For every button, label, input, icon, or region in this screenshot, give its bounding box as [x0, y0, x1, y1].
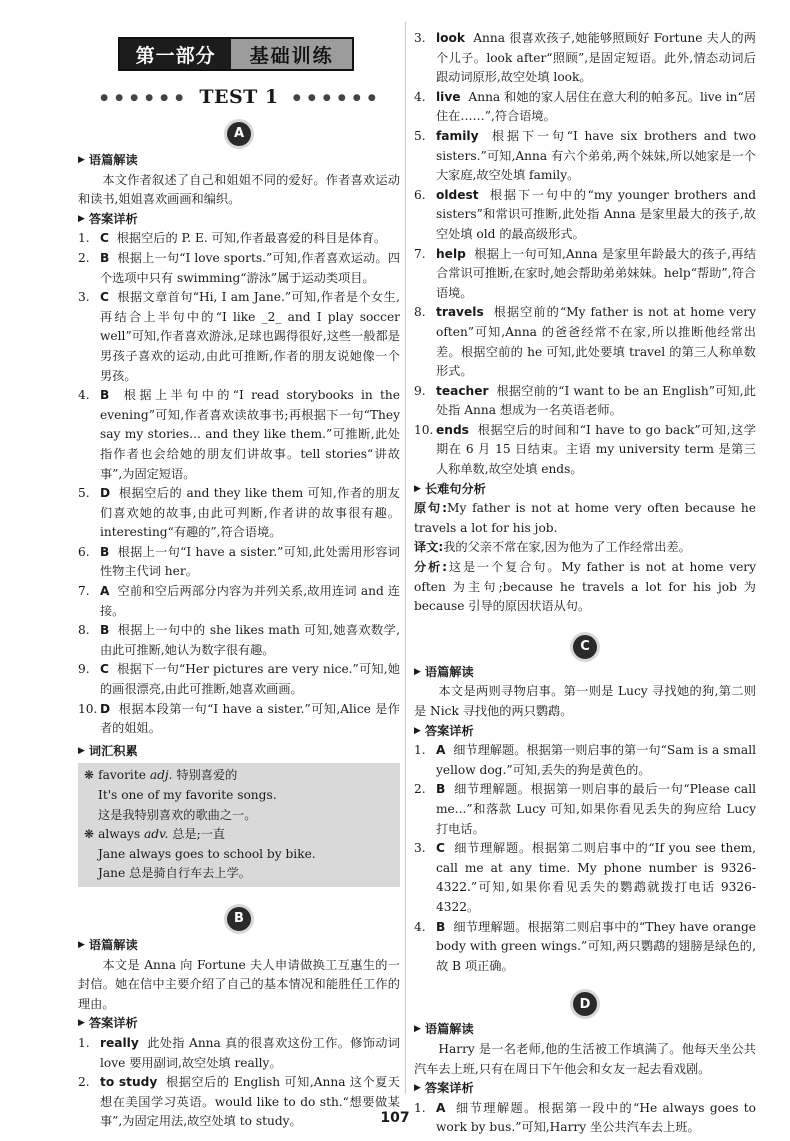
- answer-key: A: [436, 743, 446, 758]
- answer-key: B: [100, 623, 110, 638]
- answer-text: B 细节理解题。根据第二则启事中的“They have orange body with green wings.”可知,两只鹦鹉的翅膀是绿色的,故 B 项正确。: [436, 919, 756, 973]
- answer-key: teacher: [436, 383, 489, 398]
- section-c-reading-header: ▶ 语篇解读: [414, 663, 756, 683]
- triangle-bullet-icon: ▶: [78, 745, 85, 756]
- answer-key: B: [100, 250, 110, 265]
- answer-key: family: [436, 128, 479, 143]
- answer-key: B: [436, 782, 446, 797]
- answer-text: oldest 根据下一句中的“my younger brothers and sisters”和常识可推断,此处指 Anna 是家里最大的孩子,故空处填 old 的最高级形式。: [436, 187, 756, 241]
- section-d-badge: D: [573, 992, 597, 1016]
- answer-number: 4.: [78, 388, 90, 403]
- decorative-dots-icon: ● ● ● ● ● ●: [292, 93, 378, 103]
- answer-number: 7.: [78, 584, 90, 599]
- answer-number: 10.: [414, 422, 434, 437]
- answer-item: [414, 741, 756, 780]
- sentence-original: 原句:My father is not at home very often because he travels a lot for his job.: [414, 501, 756, 535]
- answer-number: 4.: [414, 919, 426, 934]
- triangle-bullet-icon: ▶: [414, 483, 421, 494]
- answer-item: [78, 484, 400, 543]
- section-b-sentence-header: ▶ 长难句分析: [414, 480, 756, 500]
- answer-text: C 根据空后的 P. E. 可知,作者最喜爱的科目是体育。: [100, 231, 387, 246]
- answer-number: 5.: [414, 128, 426, 143]
- answer-item: [414, 186, 756, 245]
- answer-item: [78, 660, 400, 699]
- answer-text: teacher 根据空前的“I want to be an English”可知,此处指 Anna 想成为一名英语老师。: [436, 383, 756, 418]
- answer-number: 3.: [78, 290, 90, 305]
- answer-number: 9.: [78, 662, 90, 677]
- answer-number: 6.: [414, 187, 426, 202]
- answer-item: [414, 780, 756, 839]
- section-a-reading: 本文作者叙述了自己和姐姐不同的爱好。作者喜欢运动和读书,姐姐喜欢画画和编织。: [78, 172, 400, 207]
- answer-number: 5.: [78, 486, 90, 501]
- answer-text: ends 根据空后的时间和“I have to go back”可知,这学期在 6 月 15 日结束。主语 my university term 是第三人称单数,故空处填 ends。: [436, 422, 756, 477]
- answer-key: C: [100, 231, 109, 246]
- section-d-answers-header: ▶ 答案详析: [414, 1079, 756, 1099]
- section-c-reading: 本文是两则寻物启事。第一则是 Lucy 寻找她的狗,第二则是 Nick 寻找他的两只鹦鹉。: [414, 684, 756, 718]
- sentence-analysis: 分析:这是一个复合句。My father is not at home very often 为主句;because he travels a lot for his job 为 because 引导的原因状语从句。: [414, 560, 757, 614]
- section-d-reading-header: ▶ 语篇解读: [414, 1020, 756, 1040]
- answer-text: family 根据下一句“I have six brothers and two sisters.”可知,Anna 有六个弟弟,两个妹妹,所以她家是一个大家庭,故空处填 family。: [436, 128, 756, 183]
- triangle-bullet-icon: ▶: [78, 939, 85, 950]
- answer-text: C 根据文章首句“Hi, I am Jane.”可知,作者是个女生,再结合上半句中的“I like _2_ and I play soccer well”可知,作者喜欢游泳,足球也踢得很好,这些一般都是男孩子喜欢的运动,由此可推断,作者的朋友说她像一个男孩。: [100, 290, 400, 383]
- left-column: [78, 0, 400, 1132]
- vocab-meaning: 特别喜爱的: [172, 768, 238, 783]
- answer-text: D 根据本段第一句“I have a sister.”可知,Alice 是作者的姐姐。: [100, 701, 400, 736]
- triangle-bullet-icon: ▶: [414, 725, 421, 736]
- answer-item: [78, 1034, 400, 1073]
- decorative-dots-icon: ● ● ● ● ● ●: [100, 93, 186, 103]
- answer-key: ends: [436, 422, 469, 437]
- vocab-pos: adv.: [143, 827, 169, 842]
- answer-key: D: [100, 486, 111, 501]
- answer-number: 4.: [414, 89, 426, 104]
- answer-text: really 此处指 Anna 真的很喜欢这份工作。修饰动词 love 要用副词,故空处填 really。: [100, 1035, 400, 1070]
- banner-title: 基础训练: [231, 39, 352, 69]
- answer-item: [78, 543, 400, 582]
- answer-item: [78, 288, 400, 386]
- vocab-star-icon: ❋: [84, 827, 99, 842]
- answer-key: look: [436, 31, 466, 45]
- answer-item: [78, 621, 400, 660]
- answer-text: help 根据上一句可知,Anna 是家里年龄最大的孩子,再结合常识可推断,在家时,她会帮助弟弟妹妹。help“帮助”,符合语境。: [436, 246, 756, 300]
- answer-text: live Anna 和她的家人居住在意大利的帕多瓦。live in“居住在……”,符合语境。: [436, 89, 756, 124]
- triangle-bullet-icon: ▶: [414, 1083, 421, 1094]
- vocab-word: always: [98, 827, 144, 842]
- answer-key: C: [100, 662, 109, 677]
- answer-key: B: [100, 544, 110, 559]
- banner-part-label: 第一部分: [120, 39, 231, 69]
- answer-key: D: [100, 701, 111, 716]
- answer-item: [414, 29, 756, 88]
- answer-text: B 根据上一句“I have a sister.”可知,此处需用形容词性物主代词 her。: [100, 544, 400, 579]
- vocab-box: [78, 763, 400, 887]
- answer-key: C: [436, 841, 445, 856]
- answer-text: look Anna 很喜欢孩子,她能够照顾好 Fortune 夫人的两个儿子。look after“照顾”,是固定短语。此外,情态动词后跟动词原形,故空处填 look。: [436, 31, 756, 85]
- answer-text: A 空前和空后两部分内容为并列关系,故用连词 and 连接。: [100, 584, 400, 618]
- answer-key: B: [436, 919, 446, 934]
- answer-key: help: [436, 246, 466, 261]
- answer-number: 1.: [414, 743, 426, 758]
- section-b-reading: 本文是 Anna 向 Fortune 夫人申请做换工互惠生的一封信。她在信中主要介绍了自己的基本情况和能胜任工作的理由。: [78, 957, 400, 1011]
- answer-item: [414, 88, 756, 127]
- triangle-bullet-icon: ▶: [78, 1018, 85, 1029]
- vocab-translation: Jane 总是骑自行车去上学。: [98, 866, 251, 881]
- answer-text: B 根据上一句中的 she likes math 可知,她喜欢数学,由此可推断,她认为数字很有趣。: [100, 623, 400, 657]
- page-number: 107: [380, 1110, 410, 1126]
- answer-key: travels: [436, 305, 484, 320]
- section-a-reading-header: ▶ 语篇解读: [78, 151, 400, 171]
- answer-item: [78, 386, 400, 484]
- answer-number: 6.: [78, 544, 90, 559]
- answer-number: 8.: [414, 305, 426, 320]
- answer-item: [414, 421, 756, 480]
- answer-number: 3.: [414, 31, 426, 45]
- answer-number: 10.: [78, 701, 98, 716]
- vocab-entry: [84, 766, 394, 786]
- section-c-answers: [414, 741, 756, 976]
- answer-text: travels 根据空前的“My father is not at home very often”可知,Anna 的爸爸经常不在家,所以推断他经常出差。根据空前的 he 可知,此处要填 travel 的第三人称单数形式。: [436, 305, 756, 379]
- test-title: ● ● ● ● ● ● TEST 1 ● ● ● ● ● ●: [100, 86, 378, 108]
- answer-item: [414, 245, 756, 304]
- section-c-answers-header: ▶ 答案详析: [414, 722, 756, 742]
- section-a-badge: A: [227, 122, 251, 146]
- answer-item: [414, 839, 756, 917]
- answer-number: 1.: [414, 1100, 426, 1115]
- vocab-pos: adj.: [149, 768, 173, 783]
- vocab-translation: 这是我特别喜欢的歌曲之一。: [98, 807, 257, 822]
- answer-key: A: [436, 1100, 446, 1115]
- answer-number: 1.: [78, 1035, 90, 1050]
- answer-number: 3.: [414, 841, 426, 856]
- column-divider: [405, 22, 406, 1094]
- answer-number: 2.: [78, 250, 90, 265]
- answer-number: 2.: [78, 1075, 90, 1090]
- vocab-example: Jane always goes to school by bike.: [98, 846, 316, 861]
- answer-number: 7.: [414, 246, 426, 261]
- answer-number: 9.: [414, 383, 426, 398]
- answer-key: A: [100, 584, 110, 599]
- section-b-badge: B: [227, 907, 251, 931]
- vocab-meaning: 总是;一直: [168, 827, 226, 842]
- answer-key: live: [436, 89, 461, 104]
- answer-item: [78, 229, 400, 249]
- sentence-translation: 译文:我的父亲不常在家,因为他为了工作经常出差。: [414, 540, 691, 555]
- answer-text: C 细节理解题。根据第二则启事中的“If you see them, call me at any time. My phone number is 9326-4322.”可知,如果你看见丢失的鹦鹉就拨打电话 9326-4322。: [436, 841, 756, 914]
- triangle-bullet-icon: ▶: [78, 155, 85, 165]
- section-d-reading: Harry 是一名老师,他的生活被工作填满了。他每天坐公共汽车去上班,只有在周日下午他会和女友一起去看戏剧。: [414, 1041, 756, 1076]
- answer-text: A 细节理解题。根据第一段中的“He always goes to work by bus.”可知,Harry 坐公共汽车去上班。: [436, 1100, 756, 1135]
- answer-text: A 细节理解题。根据第一则启事的第一句“Sam is a small yellow dog.”可知,丢失的狗是黄色的。: [436, 743, 756, 777]
- answer-item: [414, 303, 756, 381]
- section-a-vocab-header: ▶ 词汇积累: [78, 742, 400, 762]
- answer-item: [414, 127, 756, 186]
- answer-item: [78, 700, 400, 739]
- section-a-answers-header: ▶ 答案详析: [78, 210, 400, 230]
- answer-text: D 根据空后的 and they like them 可知,作者的朋友们喜欢她的故事,由此可判断,作者讲的故事很有趣。interesting“有趣的”,符合语境。: [100, 486, 400, 540]
- answer-item: [78, 249, 400, 288]
- answer-key: C: [100, 290, 109, 305]
- answer-key: to study: [100, 1075, 158, 1090]
- section-a-answers: [78, 229, 400, 738]
- answer-text: B 根据上一句“I love sports.”可知,作者喜欢运动。四个选项中只有 swimming“游泳”属于运动类项目。: [100, 250, 400, 285]
- answer-text: C 根据下一句“Her pictures are very nice.”可知,她的画很漂亮,由此可推断,她喜欢画画。: [100, 662, 400, 697]
- answer-text: B 根据上半句中的“I read storybooks in the evening”可知,作者喜欢读故事书;再根据下一句“They say my stories... and they like them.”可推断,此处指作者也会给她的朋友们讲故事。tell stories“讲故事”,为固定短语。: [100, 388, 400, 481]
- answer-item: [414, 918, 756, 977]
- vocab-entry: [84, 825, 394, 845]
- triangle-bullet-icon: ▶: [414, 1024, 421, 1035]
- section-b-reading-header: ▶ 语篇解读: [78, 936, 400, 956]
- answer-key: really: [100, 1035, 139, 1050]
- answer-number: 2.: [414, 782, 426, 797]
- answer-key: B: [100, 388, 110, 403]
- right-column: [414, 0, 756, 1138]
- vocab-word: favorite: [98, 768, 150, 783]
- answer-number: 8.: [78, 623, 90, 638]
- answer-text: to study 根据空后的 English 可知,Anna 这个夏天想在美国学习英语。would like to do sth.“想要做某事”,为固定用法,故空处填 to study。: [100, 1075, 400, 1129]
- triangle-bullet-icon: ▶: [414, 666, 421, 677]
- answer-item: [78, 582, 400, 621]
- section-b-answers-header: ▶ 答案详析: [78, 1014, 400, 1034]
- answer-item: [414, 382, 756, 421]
- triangle-bullet-icon: ▶: [78, 213, 85, 224]
- answer-text: B 细节理解题。根据第一则启事的最后一句“Please call me...”和落款 Lucy 可知,如果你看见丢失的狗应给 Lucy 打电话。: [436, 782, 756, 836]
- section-c-badge: C: [573, 635, 597, 659]
- answer-key: oldest: [436, 187, 479, 202]
- section-b-answers-right: [414, 29, 756, 480]
- vocab-example: It's one of my favorite songs.: [98, 788, 277, 802]
- answer-number: 1.: [78, 231, 90, 246]
- vocab-star-icon: ❋: [84, 768, 99, 783]
